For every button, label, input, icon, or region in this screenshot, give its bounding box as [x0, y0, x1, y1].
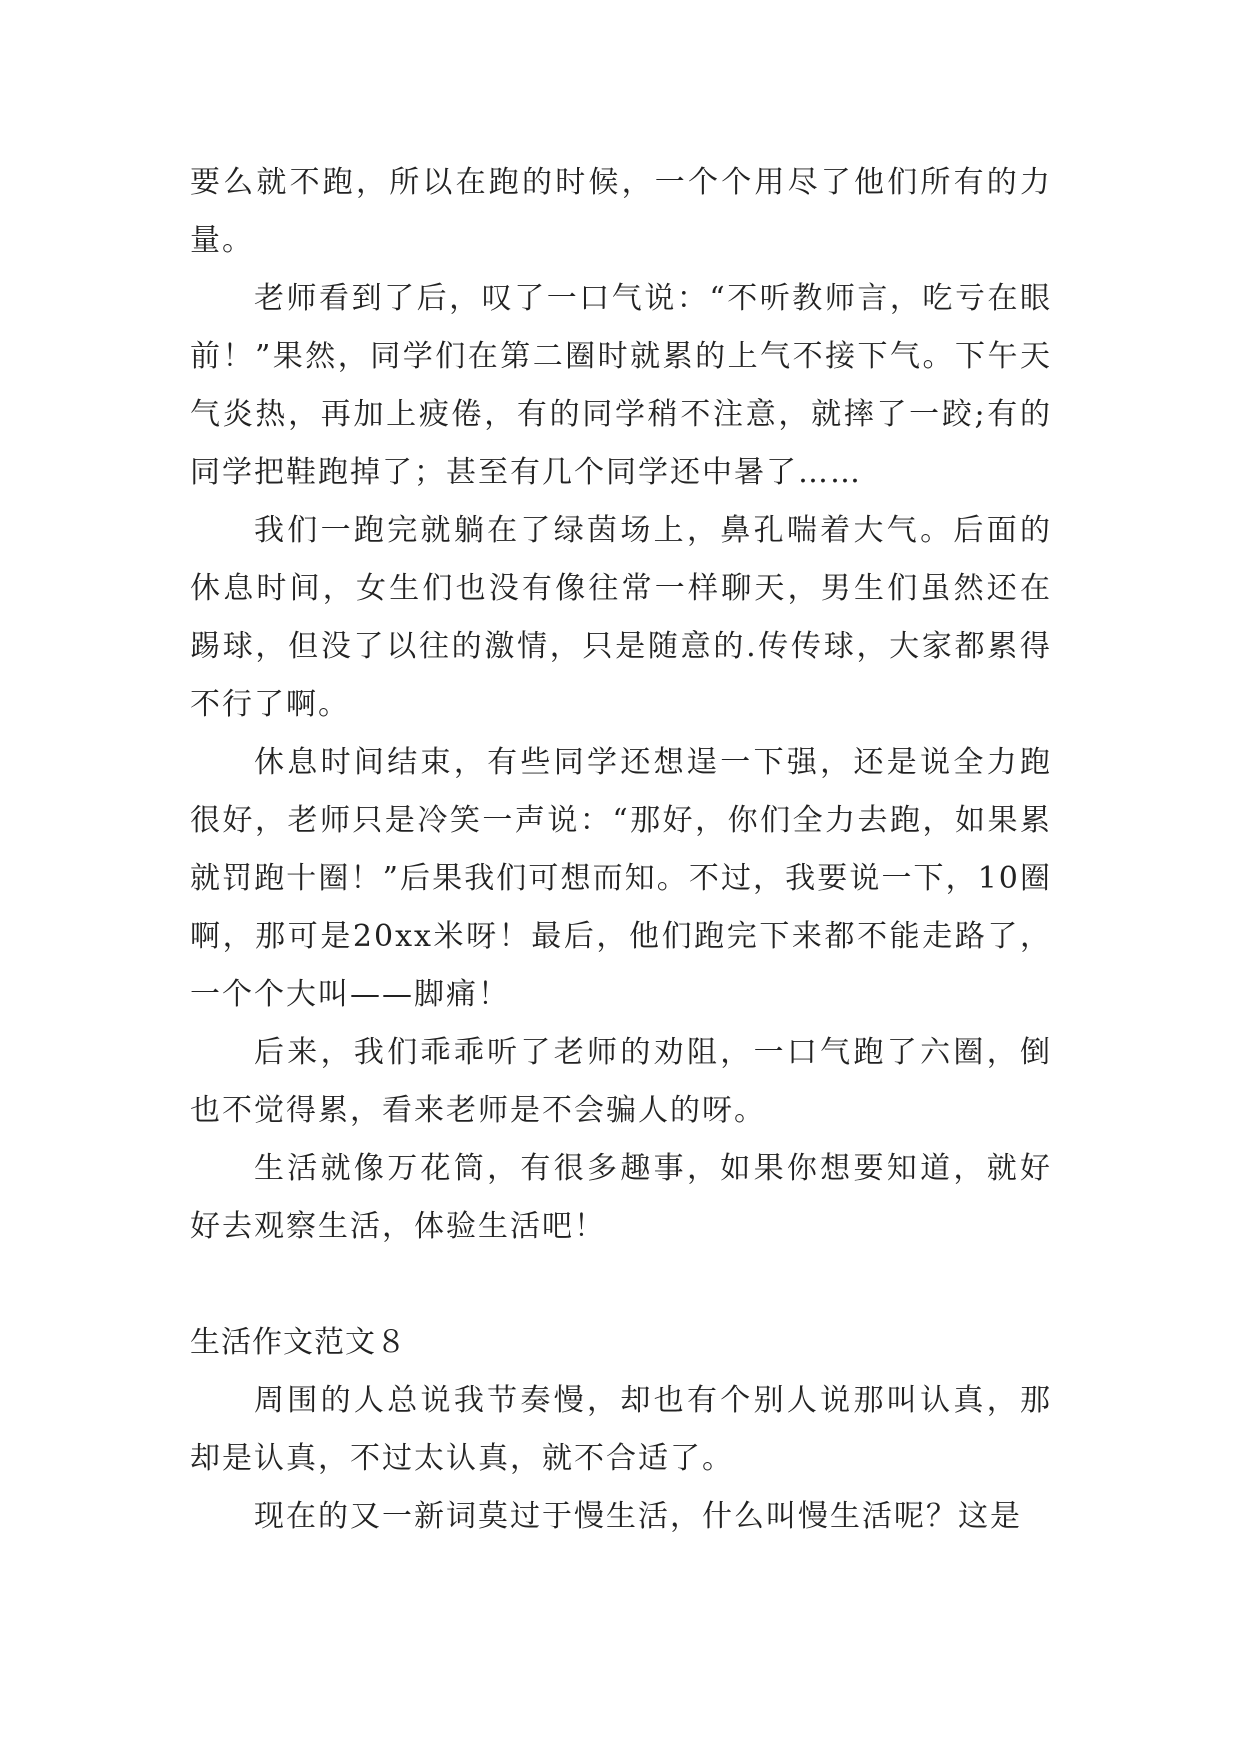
paragraph: 现在的又一新词莫过于慢生活，什么叫慢生活呢？这是 — [254, 1499, 1022, 1534]
paragraph-continued: 要么就不跑，所以在跑的时候，一个个用尽了他们所有的力量。 — [190, 165, 1052, 258]
paragraph: 后来，我们乖乖听了老师的劝阻，一口气跑了六圈，倒也不觉得累，看来老师是不会骗人的呀。 — [190, 1035, 1052, 1128]
document-body — [190, 154, 1052, 1546]
paragraph: 生活就像万花筒，有很多趣事，如果你想要知道，就好好去观察生活，体验生活吧！ — [190, 1151, 1052, 1244]
section-title: 生活作文范文８ — [190, 1325, 407, 1360]
paragraph: 老师看到了后，叹了一口气说：“不听教师言，吃亏在眼前！”果然，同学们在第二圈时就累的上气不接下气。下午天气炎热，再加上疲倦，有的同学稍不注意，就摔了一跤;有的同学把鞋跑掉了；甚至有几个同学还中暑了…… — [190, 281, 1052, 490]
paragraph: 我们一跑完就躺在了绿茵场上，鼻孔喘着大气。后面的休息时间，女生们也没有像往常一样聊天，男生们虽然还在踢球，但没了以往的激情，只是随意的.传传球，大家都累得不行了啊。 — [190, 513, 1052, 722]
paragraph: 休息时间结束，有些同学还想逞一下强，还是说全力跑很好，老师只是冷笑一声说：“那好，你们全力去跑，如果累就罚跑十圈！”后果我们可想而知。不过，我要说一下，10圈啊，那可是20xx米呀！最后，他们跑完下来都不能走路了，一个个大叫——脚痛！ — [190, 745, 1052, 1012]
paragraph: 周围的人总说我节奏慢，却也有个别人说那叫认真，那却是认真，不过太认真，就不合适了。 — [190, 1383, 1052, 1476]
